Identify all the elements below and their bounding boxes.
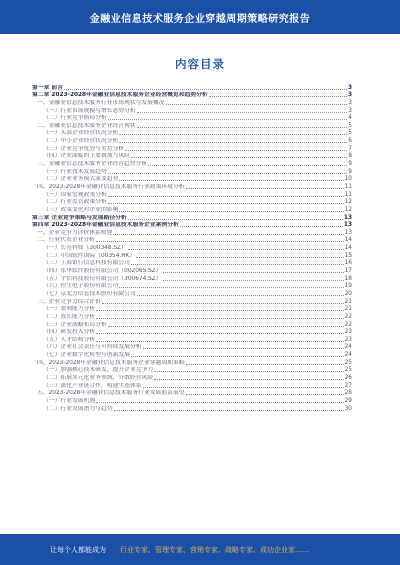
dot-leader	[131, 157, 347, 158]
toc-entry-page: 5	[348, 122, 352, 129]
toc-entry-page: 16	[344, 260, 352, 267]
toc-entry[interactable]	[32, 283, 352, 291]
dot-leader	[113, 234, 343, 235]
toc-entry-label: （四）东华软件股份有限公司（002065.SZ）	[43, 268, 162, 275]
dot-leader	[119, 180, 343, 181]
toc-entry-label: （三）政策变化对企业的影响	[43, 206, 119, 213]
toc-entry[interactable]	[32, 290, 352, 298]
toc-entry-page: 5	[348, 130, 352, 137]
dot-leader	[143, 387, 344, 388]
toc-entry[interactable]	[32, 107, 352, 115]
dot-leader	[64, 89, 347, 90]
toc-entry-page: 3	[348, 99, 352, 106]
toc-entry-page: 21	[344, 306, 352, 313]
dot-leader	[143, 348, 344, 349]
toc-entry-page: 11	[344, 191, 352, 198]
footer-roles: 行业专家、管理专家、营销专家、战略专家、成功企业家……	[120, 546, 309, 554]
toc-entry-page: 23	[344, 329, 352, 336]
toc-entry-label: （一）加强核心技术研发，提升企业竞争力	[43, 367, 154, 374]
toc-entry-page: 9	[348, 168, 352, 175]
toc-entry-page: 18	[344, 275, 352, 282]
toc-entry-label: （四）研发投入分析	[43, 329, 96, 336]
toc-entry[interactable]	[32, 321, 352, 329]
toc-entry-label: 一、企业竞争力评价体系构建	[37, 229, 113, 236]
toc-entry-page: 24	[344, 352, 352, 359]
toc-entry-label: 第一章 前言	[32, 84, 64, 91]
dot-leader	[96, 402, 343, 403]
toc-entry-page: 29	[344, 397, 352, 404]
toc-entry-label: 一、金融业信息技术服务行业市场现状与发展概况	[37, 99, 165, 106]
toc-entry-label: （二）企业业务模式演变趋势	[43, 176, 119, 183]
toc-entry[interactable]	[32, 160, 352, 168]
toc-entry[interactable]	[32, 199, 352, 207]
dot-leader	[131, 264, 344, 265]
dot-leader	[137, 127, 348, 128]
dot-leader	[128, 249, 344, 250]
toc-entry-label: （五）人才结构分析	[43, 336, 96, 343]
toc-entry-label: 五、2023-2028年金融业信息技术服务行业发展前景展望	[37, 390, 185, 397]
toc-entry-label: （一）国家宏观政策分析	[43, 191, 107, 198]
toc-entry-label: 第四章 2023-2028年金融业信息技术服务企业案例分析	[32, 222, 179, 229]
toc-entry-label: （二）行业竞争格局分析	[43, 115, 107, 122]
toc-entry-label: （六）企业社会责任与可持续发展分析	[43, 344, 142, 351]
toc-entry[interactable]	[32, 222, 352, 230]
dot-leader	[186, 188, 344, 189]
toc-entry-page: 14	[344, 237, 352, 244]
toc-entry-page: 3	[347, 92, 352, 99]
toc-entry[interactable]	[32, 237, 352, 245]
toc-entry-page: 22	[344, 321, 352, 328]
toc-entry[interactable]	[32, 390, 352, 398]
toc-entry[interactable]	[32, 92, 352, 100]
dot-leader	[154, 379, 343, 380]
toc-entry-label: 三、企业竞争力综合评价	[37, 298, 101, 305]
toc-entry[interactable]	[32, 374, 352, 382]
toc-entry[interactable]	[32, 306, 352, 314]
dot-leader	[119, 142, 347, 143]
dot-leader	[154, 371, 343, 372]
toc-entry[interactable]	[32, 275, 352, 283]
toc-entry-page: 3	[348, 107, 352, 114]
toc-entry-page: 7	[348, 145, 352, 152]
toc-entry-page: 28	[344, 390, 352, 397]
dot-leader	[114, 410, 344, 411]
toc-entry-label: 四、2023-2028年金融业信息技术服务企业穿越周期策略	[37, 359, 185, 366]
toc-entry[interactable]	[32, 298, 352, 306]
toc-entry-label: （四）企业面临的主要挑战与风险	[43, 153, 130, 160]
toc-entry-page: 24	[344, 344, 352, 351]
toc-entry-page: 20	[344, 290, 352, 297]
toc-entry-page: 19	[344, 283, 352, 290]
dot-leader	[209, 96, 347, 97]
toc-entry[interactable]	[32, 329, 352, 337]
toc-entry-label: 二、金融业信息技术服务企业经营现状	[37, 122, 136, 129]
toc-entry-page: 13	[343, 222, 352, 229]
dot-leader	[108, 119, 348, 120]
toc-entry-page: 26	[344, 374, 352, 381]
toc-entry-label: （一）行业市场规模与增长态势分析	[43, 107, 136, 114]
dot-leader	[119, 134, 347, 135]
toc-entry[interactable]	[32, 397, 352, 405]
dot-leader	[108, 173, 348, 174]
toc-entry-page: 3	[347, 84, 352, 91]
toc-entry-page: 15	[344, 252, 352, 259]
toc-entry[interactable]	[32, 260, 352, 268]
dot-leader	[137, 112, 348, 113]
toc-entry[interactable]	[32, 367, 352, 375]
toc-entry-label: （五）宇信科技股份有限公司（300674.SZ）	[43, 275, 162, 282]
dot-leader	[131, 356, 344, 357]
page-header	[0, 0, 400, 34]
toc-entry-label: 三、金融业信息技术服务企业经营趋势分析	[37, 161, 148, 168]
toc-entry[interactable]	[32, 183, 352, 191]
toc-entry[interactable]	[32, 344, 352, 352]
dot-leader	[119, 287, 343, 288]
toc-entry-page: 10	[344, 176, 352, 183]
toc-entry-page: 21	[344, 298, 352, 305]
dot-leader	[186, 364, 344, 365]
toc-entry-label: （三）上海银行信息科技有限公司	[43, 260, 130, 267]
dot-leader	[108, 326, 344, 327]
toc-entry-label: 第二章 2023-2028年金融业信息技术服务企业经营概览和趋势分析	[32, 92, 208, 99]
toc-entry-page: 12	[344, 206, 352, 213]
toc-entry[interactable]	[32, 122, 352, 130]
toc-entry-label: （二）成长能力分析	[43, 313, 96, 320]
dot-leader	[128, 219, 343, 220]
toc-entry[interactable]	[32, 267, 352, 275]
toc-entry-label: 第三章 企业竞争策略与发展路径分析	[32, 214, 127, 221]
dot-leader	[108, 196, 344, 197]
toc-entry[interactable]	[32, 351, 352, 359]
dot-leader	[180, 226, 343, 227]
toc-entry-label: 二、行业代表企业分析	[37, 237, 95, 244]
toc-entry-page: 14	[344, 245, 352, 252]
dot-leader	[163, 280, 344, 281]
toc-entry-label: （二）中国软件国际（00354.HK）	[43, 252, 136, 259]
dot-leader	[186, 394, 344, 395]
toc-entry-page: 30	[344, 405, 352, 412]
toc-entry-page: 8	[348, 153, 352, 160]
toc-entry[interactable]	[32, 313, 352, 321]
toc-entry-page: 25	[344, 359, 352, 366]
dot-leader	[166, 104, 348, 105]
dot-leader	[125, 150, 347, 151]
toc-entry-page: 13	[343, 214, 352, 221]
toc-entry[interactable]	[32, 405, 352, 413]
toc-entry[interactable]	[32, 168, 352, 176]
toc-entry[interactable]	[32, 176, 352, 184]
toc-entry[interactable]	[32, 145, 352, 153]
toc-entry-label: （二）行业监管政策分析	[43, 199, 107, 206]
dot-leader	[96, 241, 344, 242]
dot-leader	[137, 295, 344, 296]
toc-entry-label: （一）行业技术发展趋势	[43, 168, 107, 175]
toc-entry[interactable]	[32, 229, 352, 237]
toc-entry-label: （二）拓展多元化业务领域，分散经营风险	[43, 374, 154, 381]
toc-entry-label: （一）头部企业经营状况分析	[43, 130, 119, 137]
toc-entry-label: （一）行业发展机遇	[43, 397, 96, 404]
toc-entry-page: 23	[344, 336, 352, 343]
toc-entry[interactable]	[32, 359, 352, 367]
dot-leader	[163, 272, 344, 273]
dot-leader	[96, 310, 343, 311]
page-footer	[0, 534, 400, 565]
toc-entry-label: （六）恒生电子股份有限公司	[43, 283, 119, 290]
dot-leader	[96, 333, 343, 334]
toc-entry[interactable]	[32, 336, 352, 344]
toc-entry-label: （七）京北方信息技术股份有限公司	[43, 290, 136, 297]
dot-leader	[136, 257, 343, 258]
toc-heading: 内容目录	[175, 57, 225, 71]
toc-entry[interactable]	[32, 382, 352, 390]
toc-entry[interactable]	[32, 99, 352, 107]
toc-entry-page: 25	[344, 367, 352, 374]
report-title: 金融业信息技术服务企业穿越周期策略研究报告	[89, 14, 311, 25]
toc-entry-page: 12	[344, 199, 352, 206]
table-of-contents	[32, 84, 352, 413]
toc-entry-page: 13	[344, 229, 352, 236]
toc-entry[interactable]	[32, 214, 352, 222]
dot-leader	[96, 318, 343, 319]
toc-entry[interactable]	[32, 252, 352, 260]
toc-entry-page: 6	[348, 138, 352, 145]
toc-entry-label: （三）企业竞争优势与劣势分析	[43, 145, 125, 152]
footer-lead: 让每个人都能成为	[50, 546, 106, 554]
toc-entry-label: （七）企业数字化转型与创新发展	[43, 352, 130, 359]
toc-entry-page: 17	[344, 268, 352, 275]
toc-entry-label: （三）深化产业链合作，构建生态体系	[43, 382, 142, 389]
dot-leader	[108, 203, 344, 204]
dot-leader	[148, 165, 347, 166]
toc-entry-label: （二）行业发展潜力与趋势	[43, 405, 113, 412]
toc-entry[interactable]	[32, 191, 352, 199]
dot-leader	[119, 211, 343, 212]
toc-entry-label: （一）长亮科技（300348.SZ）	[43, 245, 127, 252]
toc-entry[interactable]	[32, 206, 352, 214]
toc-entry-page: 9	[348, 161, 352, 168]
dot-leader	[102, 303, 344, 304]
toc-entry[interactable]	[32, 137, 352, 145]
toc-entry-page: 4	[348, 115, 352, 122]
toc-entry[interactable]	[32, 244, 352, 252]
toc-entry[interactable]	[32, 115, 352, 123]
dot-leader	[96, 341, 343, 342]
toc-entry-label: 四、2023-2028年金融业信息技术服务行业政策环境分析	[37, 183, 185, 190]
toc-entry[interactable]	[32, 153, 352, 161]
toc-entry-page: 22	[344, 313, 352, 320]
toc-entry-label: （一）盈利能力分析	[43, 306, 96, 313]
toc-entry-page: 11	[344, 183, 352, 190]
toc-entry[interactable]	[32, 130, 352, 138]
toc-entry[interactable]	[32, 84, 352, 92]
toc-entry-page: 27	[344, 382, 352, 389]
toc-entry-label: （二）中小企业经营状况分析	[43, 138, 119, 145]
toc-entry-label: （三）企业战略布局分析	[43, 321, 107, 328]
